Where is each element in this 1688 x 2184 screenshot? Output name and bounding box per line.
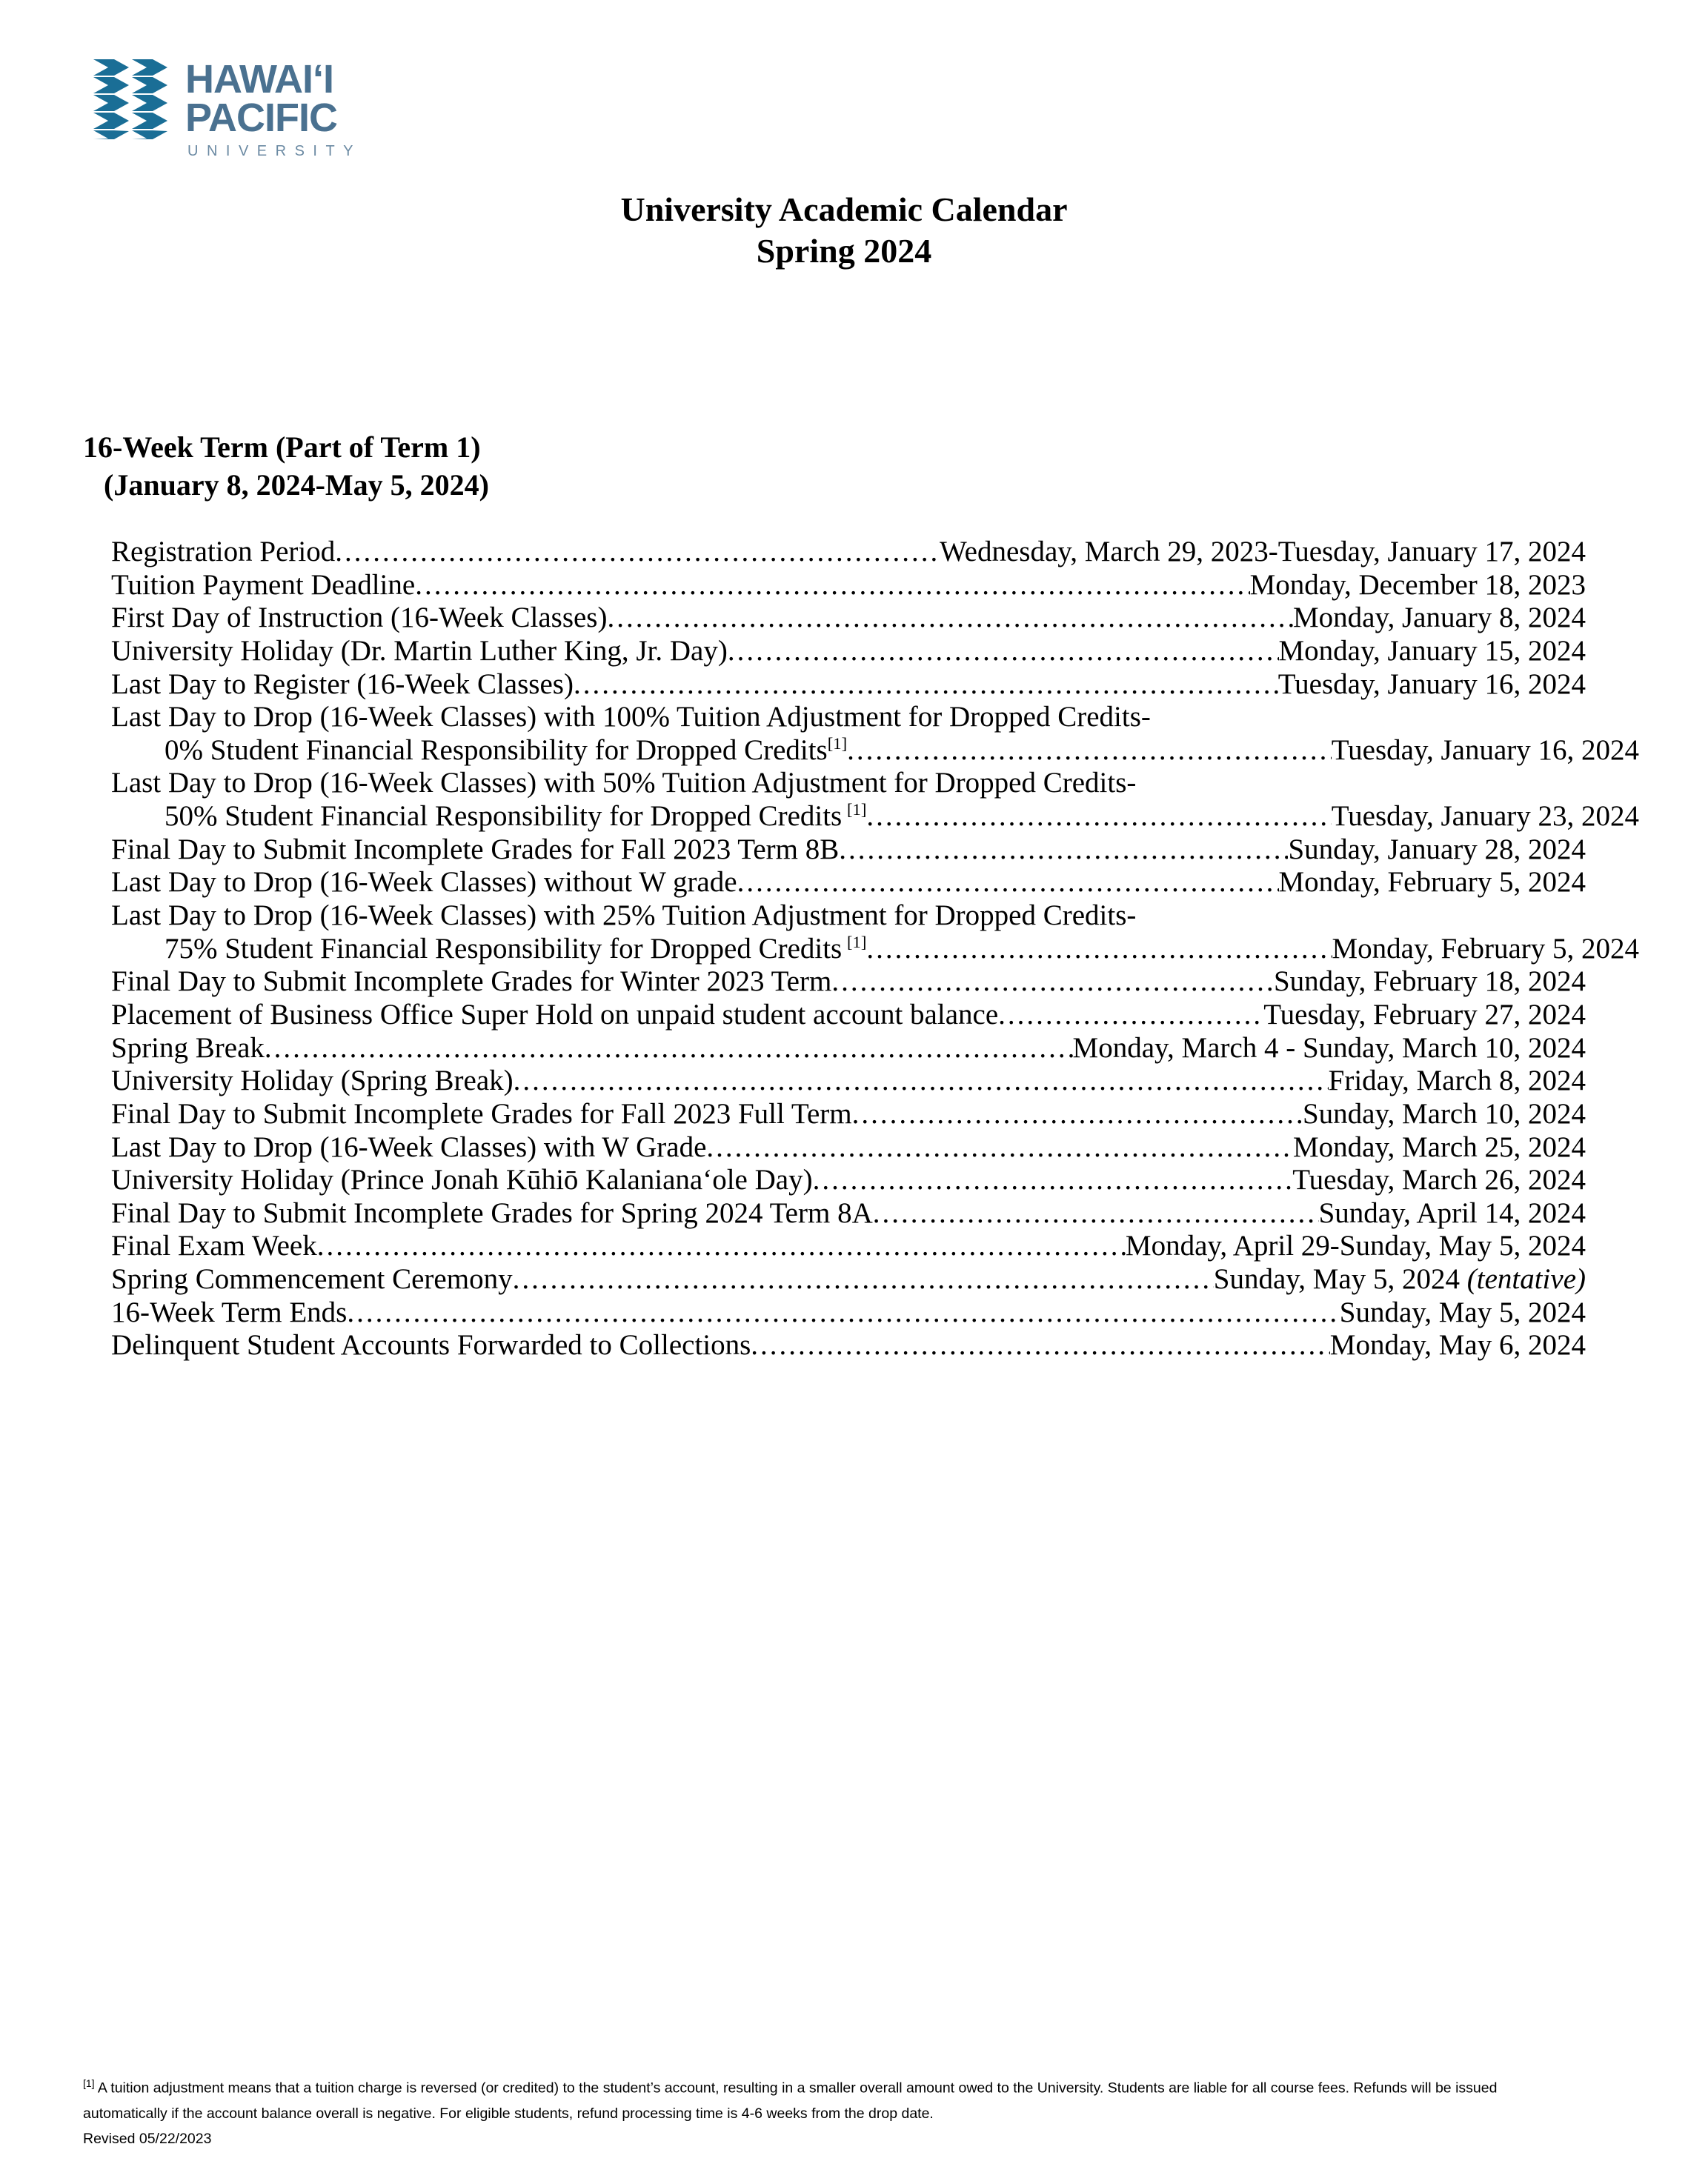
hpu-logo [92,58,362,159]
entry-date: Tuesday, January 16, 2024 [1277,667,1586,700]
footnote-block [83,2074,1572,2151]
calendar-entry [111,1197,1586,1231]
dot-leader [847,736,1332,765]
entry-label: Final Day to Submit Incomplete Grades for Fall 2023 Term 8B [111,833,840,865]
dot-leader [607,605,1293,633]
calendar-entry [111,1329,1586,1362]
title-line-1: University Academic Calendar [620,190,1068,228]
calendar-entry [111,1032,1586,1065]
dot-leader [728,638,1279,667]
entry-row [111,536,1586,569]
entry-row [111,668,1586,702]
entry-label: Tuition Payment Deadline [111,568,416,601]
entry-label-line1: Last Day to Drop (16-Week Classes) with 50% Tuition Adjustment for Dropped Credits- [111,767,1137,799]
calendar-entry [111,1263,1586,1296]
entry-date: Wednesday, March 29, 2023-Tuesday, January 17, 2024 [939,536,1586,567]
entry-row [111,635,1586,668]
entry-label: University Holiday (Spring Break) [111,1065,514,1097]
entry-row [111,833,1586,867]
dot-leader [706,1133,1293,1162]
footnote-marker: [1] [83,2077,95,2089]
calendar-entry [111,602,1586,635]
entry-label: Last Day to Drop (16-Week Classes) without W grade [111,866,737,899]
calendar-entry [111,1230,1586,1263]
entry-label: 16-Week Term Ends [111,1296,348,1328]
calendar-entry [111,1296,1586,1330]
dot-leader [335,539,940,567]
dot-leader [415,571,1249,600]
entry-date: Monday, January 15, 2024 [1278,634,1586,667]
wordmark-pacific: PACIFIC [185,95,337,140]
calendar-entry-list [111,536,1639,1362]
entry-row [111,1131,1586,1165]
dot-leader [852,1101,1303,1130]
calendar-entry [111,1098,1586,1131]
dot-leader [574,670,1278,699]
entry-date: Monday, May 6, 2024 [1329,1329,1586,1362]
hpu-chevron-pattern-logo-icon [92,58,169,141]
entry-label: 50% Student Financial Responsibility for Dropped Credits [1] [165,800,867,833]
entry-row [111,1329,1586,1362]
entry-row [111,1197,1586,1231]
entry-row [111,1032,1586,1065]
entry-date: Monday, April 29-Sunday, May 5, 2024 [1125,1230,1586,1262]
dot-leader [813,1167,1293,1196]
dot-leader [751,1332,1330,1361]
section-heading-dates: (January 8, 2024-May 5, 2024) [104,468,489,502]
entry-label: University Holiday (Prince Jonah Kūhiō Kalanianaʻole Day) [111,1164,813,1196]
dot-leader [737,869,1279,898]
entry-date: Sunday, February 18, 2024 [1273,965,1586,998]
entry-footnote-marker: [1] [847,800,867,819]
page-title [0,189,1688,272]
calendar-entry [111,536,1586,569]
footnote-text: A tuition adjustment means that a tuition charge is reversed (or credited) to the student’s account, resulting in a smaller overall amount owed to the University. Students are liable for all course fees. Refunds will be issued automatically if the account balance overall is negative. For eligible students, refund processing time is 4-6 weeks from the drop date. [83,2080,1498,2122]
entry-date: Monday, January 8, 2024 [1293,602,1586,634]
calendar-entry [111,833,1586,867]
calendar-entry [111,569,1586,602]
calendar-entry [111,635,1586,668]
calendar-entry [111,668,1586,702]
entry-footnote-marker: [1] [827,733,848,753]
entry-label: Final Exam Week [111,1230,317,1262]
entry-label: Last Day to Drop (16-Week Classes) with W Grade [111,1131,707,1163]
section-heading-term: 16-Week Term (Part of Term 1) [83,430,481,464]
dot-leader [866,935,1332,964]
entry-label: University Holiday (Dr. Martin Luther King, Jr. Day) [111,634,728,667]
entry-row [111,734,1639,768]
entry-row [111,933,1639,966]
calendar-entry [111,999,1586,1032]
entry-row [111,965,1586,999]
entry-row [111,1263,1586,1296]
dot-leader [866,803,1331,832]
entry-row [111,866,1586,899]
entry-label: Spring Commencement Ceremony [111,1263,513,1296]
entry-row [111,1230,1586,1263]
entry-label: Spring Break [111,1031,265,1064]
entry-row [111,1164,1586,1197]
entry-date: Tuesday, January 23, 2024 [1331,800,1639,833]
entry-label: 75% Student Financial Responsibility for Dropped Credits [1] [165,932,867,965]
dot-leader [514,1068,1329,1096]
entry-label: Placement of Business Office Super Hold on unpaid student account balance [111,998,999,1031]
entry-date: Tuesday, February 27, 2024 [1263,998,1586,1031]
entry-date: Monday, February 5, 2024 [1332,932,1639,965]
entry-date: Sunday, May 5, 2024 (tentative) [1213,1263,1586,1296]
title-line-2: Spring 2024 [756,232,932,270]
dot-leader [839,836,1288,865]
calendar-entry [111,767,1639,833]
dot-leader [265,1034,1073,1063]
calendar-entry [111,1131,1586,1165]
calendar-entry [111,701,1639,767]
entry-date: Sunday, March 10, 2024 [1302,1097,1586,1130]
entry-label: Delinquent Student Accounts Forwarded to Collections [111,1329,751,1362]
wordmark-university: UNIVERSITY [187,142,362,159]
entry-label: First Day of Instruction (16-Week Classes) [111,602,608,634]
entry-date: Sunday, April 14, 2024 [1318,1196,1586,1229]
dot-leader [998,1002,1263,1031]
entry-label: Final Day to Submit Incomplete Grades for Fall 2023 Full Term [111,1097,852,1130]
entry-row [111,569,1586,602]
entry-footnote-marker: [1] [847,932,867,951]
revised-date: Revised 05/22/2023 [83,2130,212,2147]
entry-label: 0% Student Financial Responsibility for Dropped Credits[1] [165,733,848,766]
entry-date: Monday, December 18, 2023 [1249,568,1586,601]
entry-date: Tuesday, March 26, 2024 [1292,1164,1586,1196]
entry-row [111,1065,1586,1098]
section-heading [83,428,489,504]
calendar-entry [111,866,1586,899]
entry-date: Sunday, January 28, 2024 [1288,833,1586,865]
calendar-entry [111,1065,1586,1098]
entry-label: Final Day to Submit Incomplete Grades for Spring 2024 Term 8A [111,1196,873,1229]
hpu-wordmark [185,58,362,159]
entry-date: Tuesday, January 16, 2024 [1331,733,1639,766]
dot-leader [873,1199,1319,1228]
entry-label: Last Day to Register (16-Week Classes) [111,667,574,700]
calendar-entry [111,965,1586,999]
entry-row [111,1098,1586,1131]
entry-row [111,602,1586,635]
calendar-entry [111,1164,1586,1197]
entry-label: Registration Period [111,536,336,567]
entry-date: Sunday, May 5, 2024 [1339,1296,1586,1328]
entry-date: Monday, March 4 - Sunday, March 10, 2024 [1072,1031,1586,1064]
wordmark-hawaii: HAWAI‘I [185,57,334,101]
entry-row [111,999,1586,1032]
entry-date-note: (tentative) [1466,1263,1586,1296]
dot-leader [347,1299,1339,1328]
dot-leader [513,1266,1214,1295]
entry-row [111,1296,1586,1330]
entry-date: Monday, February 5, 2024 [1278,866,1586,899]
dot-leader [831,968,1274,997]
entry-date: Friday, March 8, 2024 [1328,1065,1586,1097]
entry-label-line1: Last Day to Drop (16-Week Classes) with 25% Tuition Adjustment for Dropped Credits- [111,899,1137,932]
entry-row [111,800,1639,833]
dot-leader [317,1233,1126,1262]
entry-label: Final Day to Submit Incomplete Grades for Winter 2023 Term [111,965,832,998]
entry-date: Monday, March 25, 2024 [1293,1131,1586,1163]
entry-label-line1: Last Day to Drop (16-Week Classes) with 100% Tuition Adjustment for Dropped Credits- [111,701,1151,733]
calendar-entry [111,899,1639,965]
